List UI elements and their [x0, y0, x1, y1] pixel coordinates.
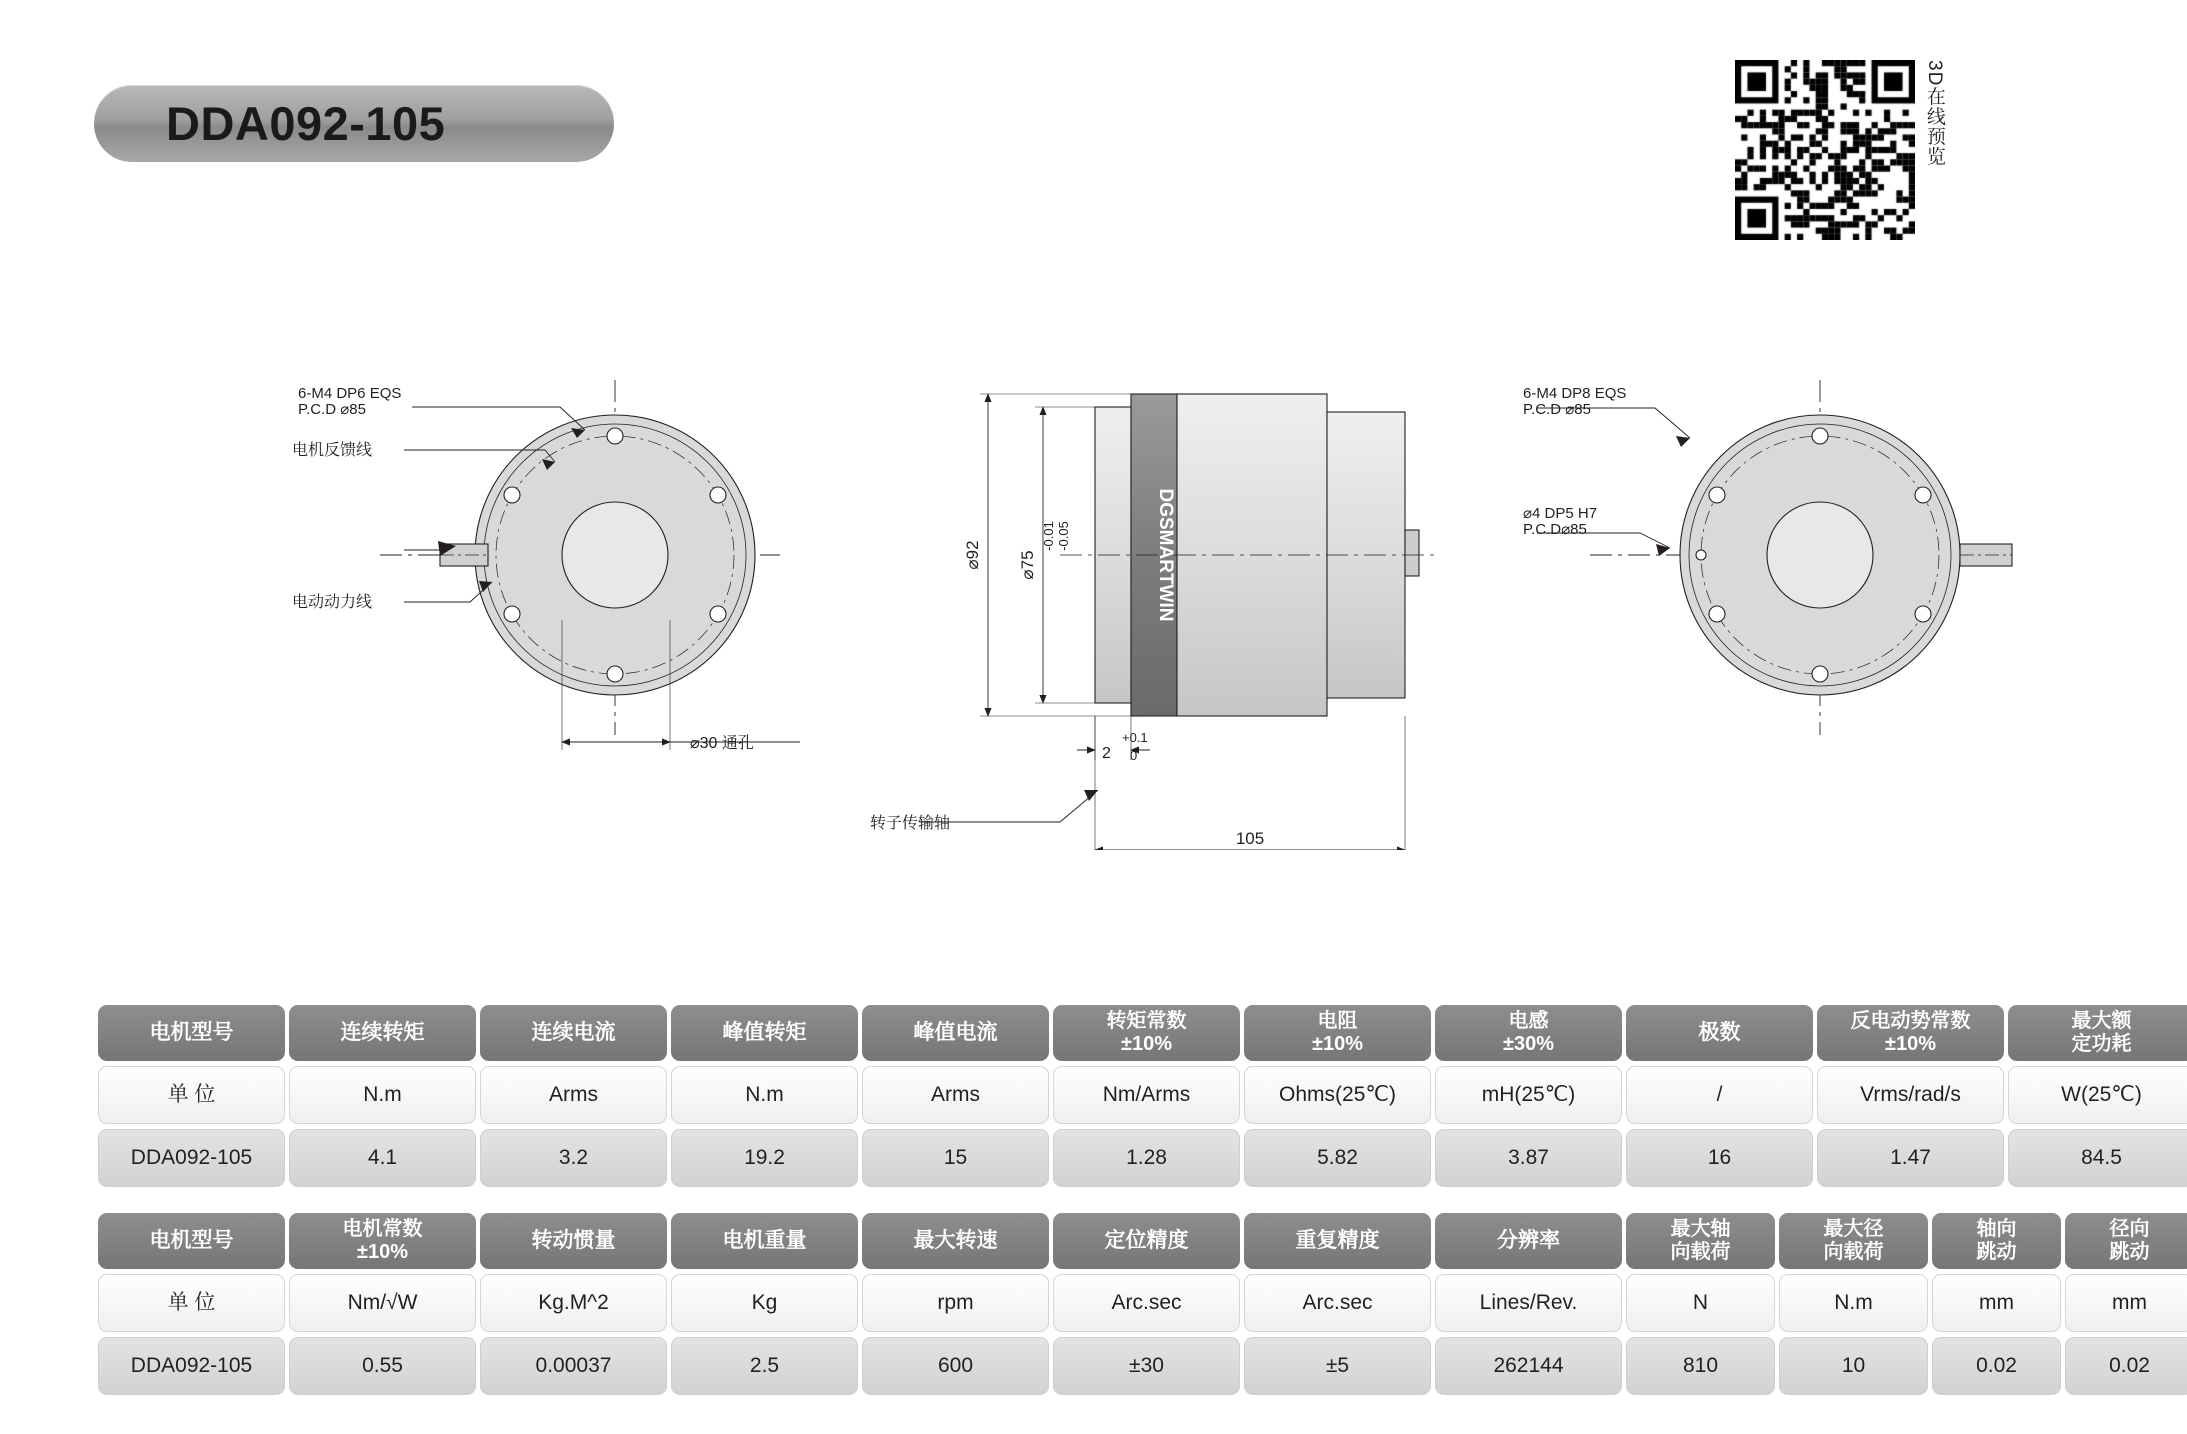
- table-unit-cell: N.m: [1779, 1274, 1928, 1332]
- page-title: DDA092-105: [166, 97, 446, 150]
- table-value-cell: ±30: [1053, 1337, 1240, 1395]
- table-value-cell: DDA092-105: [98, 1129, 285, 1187]
- table-header-cell: 定位精度: [1053, 1213, 1240, 1269]
- table-header-cell: 转矩常数 ±10%: [1053, 1005, 1240, 1061]
- right-callout-2-line1: ⌀4 DP5 H7: [1523, 505, 1598, 522]
- table-row: [98, 1129, 2187, 1187]
- table-value-cell: 262144: [1435, 1337, 1622, 1395]
- right-callout-1-line1: 6-M4 DP8 EQS: [1523, 385, 1627, 402]
- table-unit-cell: Kg: [671, 1274, 858, 1332]
- shaft-callout: 转子传输轴: [870, 815, 951, 832]
- table-header-cell: 连续电流: [480, 1005, 667, 1061]
- shaft-dim-value: 2: [1102, 745, 1111, 762]
- table-unit-cell: 单 位: [98, 1066, 285, 1124]
- table-header-cell: 最大轴 向载荷: [1626, 1213, 1775, 1269]
- table-header-cell: 转动惯量: [480, 1213, 667, 1269]
- left-callout-1-line1: 6-M4 DP6 EQS: [298, 385, 402, 402]
- length-dim: 105: [1235, 829, 1265, 848]
- table-header-cell: 峰值电流: [862, 1005, 1049, 1061]
- table-header-cell: 峰值转矩: [671, 1005, 858, 1061]
- right-view: [1537, 380, 2012, 735]
- brand-text: DGSMARTWIN: [1155, 488, 1176, 622]
- left-callout-3: 电动动力线: [292, 594, 373, 611]
- qr-label: 3D在线预览: [1923, 60, 1945, 167]
- table-value-cell: 0.02: [1932, 1337, 2061, 1395]
- table-header-cell: 重复精度: [1244, 1213, 1431, 1269]
- table-row: [98, 1213, 2187, 1269]
- table-header-cell: 分辨率: [1435, 1213, 1622, 1269]
- middle-view: [920, 394, 1440, 850]
- table-unit-cell: Kg.M^2: [480, 1274, 667, 1332]
- table-unit-cell: W(25℃): [2008, 1066, 2187, 1124]
- table-value-cell: 0.00037: [480, 1337, 667, 1395]
- shaft-tol-lower: 0: [1130, 748, 1138, 763]
- table-unit-cell: Lines/Rev.: [1435, 1274, 1622, 1332]
- table-header-cell: 电阻 ±10%: [1244, 1005, 1431, 1061]
- table-unit-cell: Arc.sec: [1053, 1274, 1240, 1332]
- dim-inner-diameter: ⌀75: [1018, 550, 1037, 580]
- dim-outer-diameter: ⌀92: [963, 540, 982, 570]
- table-header-cell: 径向 跳动: [2065, 1213, 2187, 1269]
- table-unit-cell: Nm/Arms: [1053, 1066, 1240, 1124]
- left-view: [380, 380, 800, 750]
- table-unit-cell: rpm: [862, 1274, 1049, 1332]
- table-unit-cell: mm: [2065, 1274, 2187, 1332]
- table-value-cell: 4.1: [289, 1129, 476, 1187]
- table-row: [98, 1066, 2187, 1124]
- table-value-cell: 600: [862, 1337, 1049, 1395]
- table-unit-cell: N.m: [671, 1066, 858, 1124]
- table-unit-cell: Arms: [862, 1066, 1049, 1124]
- table-value-cell: 5.82: [1244, 1129, 1431, 1187]
- table-header-cell: 电机型号: [98, 1213, 285, 1269]
- table-unit-cell: mH(25℃): [1435, 1066, 1622, 1124]
- table-header-cell: 极数: [1626, 1005, 1813, 1061]
- right-callout-1-line2: P.C.D ⌀85: [1523, 401, 1591, 418]
- table-unit-cell: Arc.sec: [1244, 1274, 1431, 1332]
- table-row: [98, 1274, 2187, 1332]
- table-value-cell: 19.2: [671, 1129, 858, 1187]
- table-unit-cell: N: [1626, 1274, 1775, 1332]
- dim-inner-tol-upper: -0.01: [1041, 521, 1056, 551]
- table-header-cell: 反电动势常数 ±10%: [1817, 1005, 2004, 1061]
- spec-table-mechanical: [94, 1208, 2187, 1400]
- qr-preview-block: [1735, 60, 1945, 240]
- table-value-cell: ±5: [1244, 1337, 1431, 1395]
- table-header-cell: 轴向 跳动: [1932, 1213, 2061, 1269]
- table-value-cell: 1.47: [1817, 1129, 2004, 1187]
- specification-tables: [94, 1000, 2150, 1400]
- table-unit-cell: Vrms/rad/s: [1817, 1066, 2004, 1124]
- table-header-cell: 最大额 定功耗: [2008, 1005, 2187, 1061]
- table-unit-cell: Ohms(25℃): [1244, 1066, 1431, 1124]
- table-unit-cell: /: [1626, 1066, 1813, 1124]
- table-header-cell: 最大径 向载荷: [1779, 1213, 1928, 1269]
- table-unit-cell: mm: [1932, 1274, 2061, 1332]
- table-value-cell: 1.28: [1053, 1129, 1240, 1187]
- left-callout-2: 电机反馈线: [292, 442, 373, 459]
- technical-drawing: [0, 350, 2187, 850]
- table-value-cell: 0.55: [289, 1337, 476, 1395]
- table-header-cell: 电机重量: [671, 1213, 858, 1269]
- shaft-tol-upper: +0.1: [1122, 730, 1148, 745]
- table-header-cell: 最大转速: [862, 1213, 1049, 1269]
- table-value-cell: DDA092-105: [98, 1337, 285, 1395]
- table-value-cell: 3.87: [1435, 1129, 1622, 1187]
- table-unit-cell: 单 位: [98, 1274, 285, 1332]
- table-header-cell: 电感 ±30%: [1435, 1005, 1622, 1061]
- table-value-cell: 15: [862, 1129, 1049, 1187]
- table-value-cell: 2.5: [671, 1337, 858, 1395]
- page-title-pill: [94, 85, 614, 162]
- table-unit-cell: N.m: [289, 1066, 476, 1124]
- table-unit-cell: Nm/√W: [289, 1274, 476, 1332]
- left-bottom-dim: ⌀30 通孔: [690, 735, 754, 752]
- table-header-cell: 电机常数 ±10%: [289, 1213, 476, 1269]
- table-row: [98, 1005, 2187, 1061]
- table-header-cell: 电机型号: [98, 1005, 285, 1061]
- table-unit-cell: Arms: [480, 1066, 667, 1124]
- spec-table-electrical: [94, 1000, 2187, 1192]
- right-callout-2-line2: P.C.D⌀85: [1523, 521, 1587, 538]
- table-row: [98, 1337, 2187, 1395]
- table-value-cell: 16: [1626, 1129, 1813, 1187]
- table-value-cell: 0.02: [2065, 1337, 2187, 1395]
- table-value-cell: 3.2: [480, 1129, 667, 1187]
- left-callout-1-line2: P.C.D ⌀85: [298, 401, 366, 418]
- dim-inner-tol-lower: -0.05: [1056, 521, 1071, 551]
- qr-code-icon[interactable]: [1735, 60, 1915, 240]
- table-value-cell: 10: [1779, 1337, 1928, 1395]
- table-header-cell: 连续转矩: [289, 1005, 476, 1061]
- table-value-cell: 84.5: [2008, 1129, 2187, 1187]
- table-value-cell: 810: [1626, 1337, 1775, 1395]
